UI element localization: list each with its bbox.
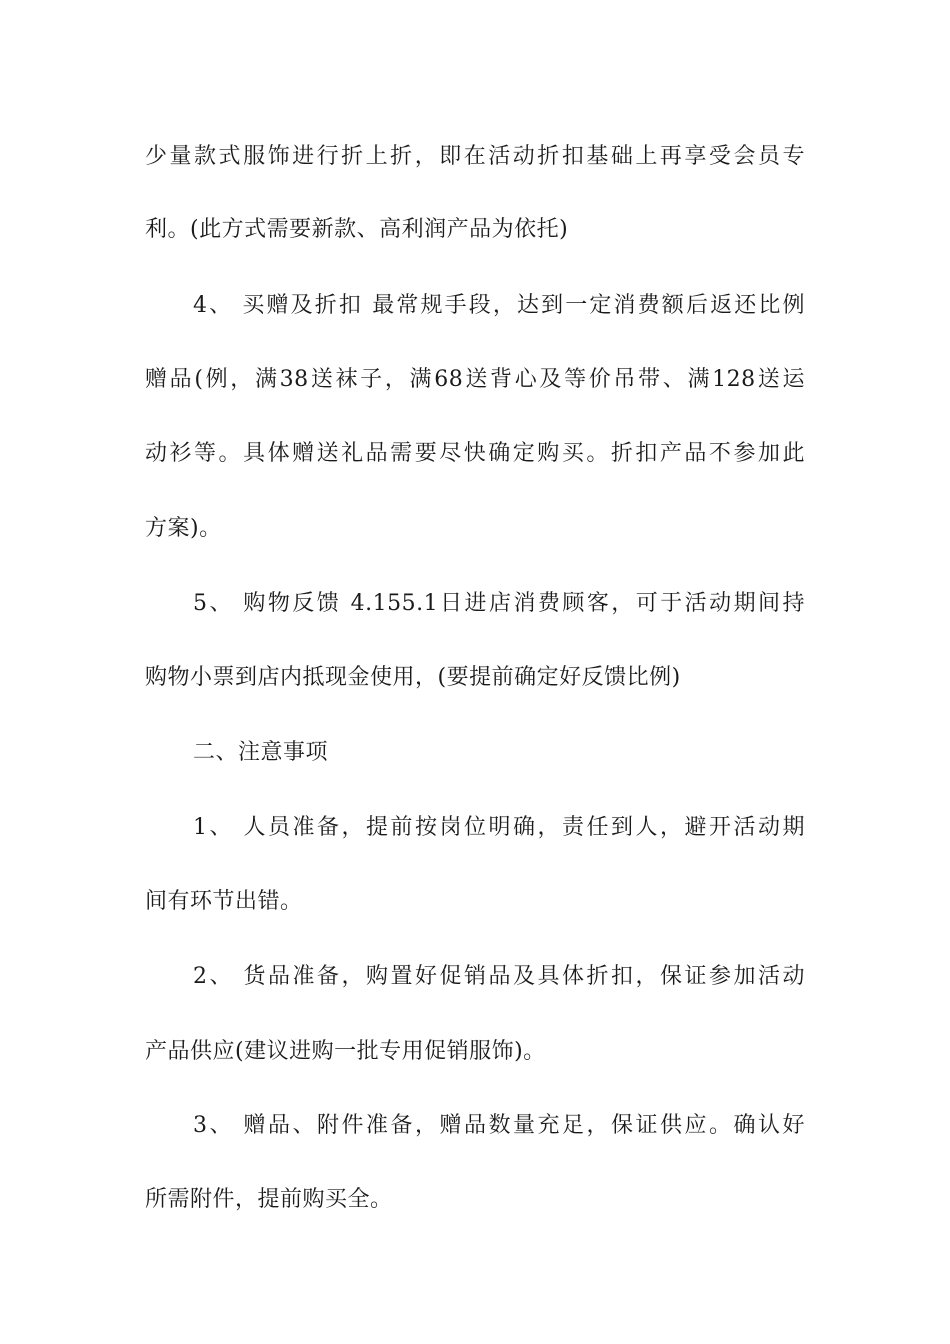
- text-line: 少量款式服饰进行折上折，即在活动折扣基础上再享受会员专: [145, 144, 805, 169]
- text-line: 间有环节出错。: [145, 889, 303, 914]
- text-line: 动衫等。具体赠送礼品需要尽快确定购买。折扣产品不参加此: [145, 441, 805, 466]
- text-line: 产品供应(建议进购一批专用促销服饰)。: [145, 1039, 546, 1064]
- text-line: 方案)。: [145, 516, 222, 541]
- text-line: 所需附件，提前购买全。: [145, 1187, 393, 1212]
- section-heading: 二、注意事项: [193, 740, 329, 765]
- text-line: 赠品(例，满38送袜子，满68送背心及等价吊带、满128送运: [145, 367, 805, 392]
- list-item-heading: 1、 人员准备，提前按岗位明确，责任到人，避开活动期: [193, 815, 805, 840]
- text-line: 利。(此方式需要新款、高利润产品为依托): [145, 217, 569, 242]
- list-item-heading: 4、 买赠及折扣 最常规手段，达到一定消费额后返还比例: [193, 293, 805, 318]
- list-item-heading: 3、 赠品、附件准备，赠品数量充足，保证供应。确认好: [193, 1113, 805, 1138]
- list-item-heading: 5、 购物反馈 4.155.1日进店消费顾客，可于活动期间持: [193, 591, 805, 616]
- text-line: 购物小票到店内抵现金使用，(要提前确定好反馈比例): [145, 665, 681, 690]
- list-item-heading: 2、 货品准备，购置好促销品及具体折扣，保证参加活动: [193, 964, 805, 989]
